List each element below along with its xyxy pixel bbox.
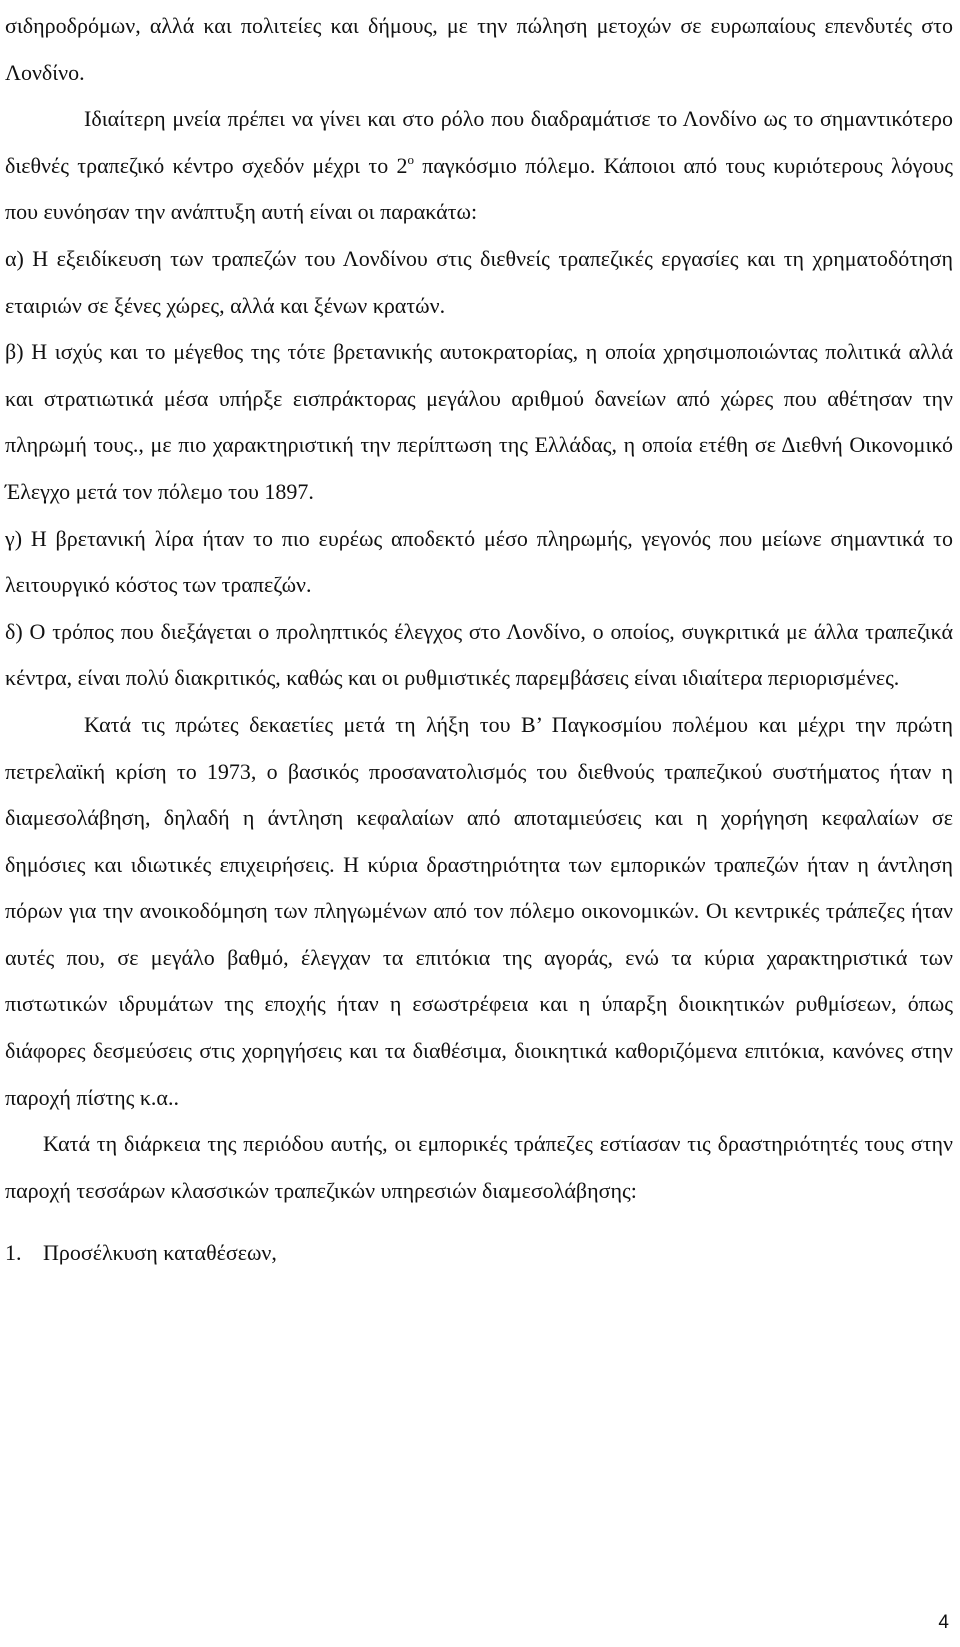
ordinal-superscript: ο — [407, 151, 414, 167]
paragraph-text: Ιδιαίτερη μνεία πρέπει να γίνει και στο ρόλο που διαδραμάτισε το Λονδίνο ως το σημαντικότερο διεθνές τραπεζικό κέντρο σχεδόν μέχρι το 2 — [5, 106, 953, 178]
page-number: 4 — [938, 1612, 949, 1633]
paragraph-postwar: Κατά τις πρώτες δεκαετίες μετά τη λήξη του Β’ Παγκοσμίου πολέμου και μέχρι την πρώτη πετρελαϊκή κρίση το 1973, ο βασικός προσανατολισμός του διεθνούς τραπεζικού συστήματος ήταν η διαμεσολάβηση, δηλαδή η άντληση κεφαλαίων από αποταμιεύσεις και η χορήγηση κεφαλαίων σε δημόσιες και ιδιωτικές επιχειρήσεις. Η κύρια δραστηριότητα των εμπορικών τραπεζών ήταν η άντληση πόρων για την ανοικοδόμηση των πληγωμένων από τον πόλεμο οικονομικών. Οι κεντρικές τράπεζες ήταν αυτές που, σε μεγάλο βαθμό, έλεγχαν τα επιτόκια της αγοράς, ενώ τα κύρια χαρακτηριστικά των πιστωτικών ιδρυμάτων της εποχής ήταν η εσωστρέφεια και η ύπαρξη διοικητικών ρυθμίσεων, όπως διάφορες δεσμεύσεις στις χορηγήσεις και τα διαθέσιμα, διοικητικά καθοριζόμενα επιτόκια, κανόνες στην παροχή πίστης κ.α.. — [5, 711, 953, 1110]
list-text: Προσέλκυση καταθέσεων, — [43, 1240, 277, 1266]
numbered-list-item — [5, 1230, 953, 1277]
paragraph-text: παγκόσμιο πόλεμο. Κάποιοι από τους κυριότερους λόγους που ευνόησαν την ανάπτυξη αυτή είναι οι παρακάτω: — [5, 152, 953, 225]
paragraph-london-role — [5, 96, 953, 236]
paragraph-services: Κατά τη διάρκεια της περιόδου αυτής, οι εμπορικές τράπεζες εστίασαν τις δραστηριότητές τους στην παροχή τεσσάρων κλασσικών τραπεζικών υπηρεσιών διαμεσολάβησης: — [5, 1131, 953, 1203]
list-item-c: γ) Η βρετανική λίρα ήταν το πιο ευρέως αποδεκτό μέσο πληρωμής, γεγονός που μείωνε σημαντικά το λειτουργικό κόστος των τραπεζών. — [5, 525, 953, 598]
body-text — [5, 3, 953, 1277]
list-item-d: δ) Ο τρόπος που διεξάγεται ο προληπτικός έλεγχος στο Λονδίνο, ο οποίος, συγκριτικά με άλλα τραπεζικά κέντρα, είναι πολύ διακριτικός, καθώς και οι ρυθμιστικές παρεμβάσεις είναι ιδιαίτερα περιορισμένες. — [5, 618, 953, 691]
paragraph-continuation: σιδηροδρόμων, αλλά και πολιτείες και δήμους, με την πώληση μετοχών σε ευρωπαίους επενδυτές στο Λονδίνο. — [5, 13, 953, 85]
list-item-a: α) Η εξειδίκευση των τραπεζών του Λονδίνου στις διεθνείς τραπεζικές εργασίες και τη χρηματοδότηση εταιριών σε ξένες χώρες, αλλά και ξένων κρατών. — [5, 245, 953, 318]
list-number: 1. — [5, 1240, 22, 1266]
list-item-b: β) Η ισχύς και το μέγεθος της τότε βρετανικής αυτοκρατορίας, η οποία χρησιμοποιώντας πολιτικά αλλά και στρατιωτικά μέσα υπήρξε εισπράκτορας μεγάλου αριθμού δανείων από χώρες που αθέτησαν την πληρωμή τους., με πιο χαρακτηριστική την περίπτωση της Ελλάδας, η οποία ετέθη σε Διεθνή Οικονομικό Έλεγχο μετά τον πόλεμο του 1897. — [5, 339, 953, 504]
